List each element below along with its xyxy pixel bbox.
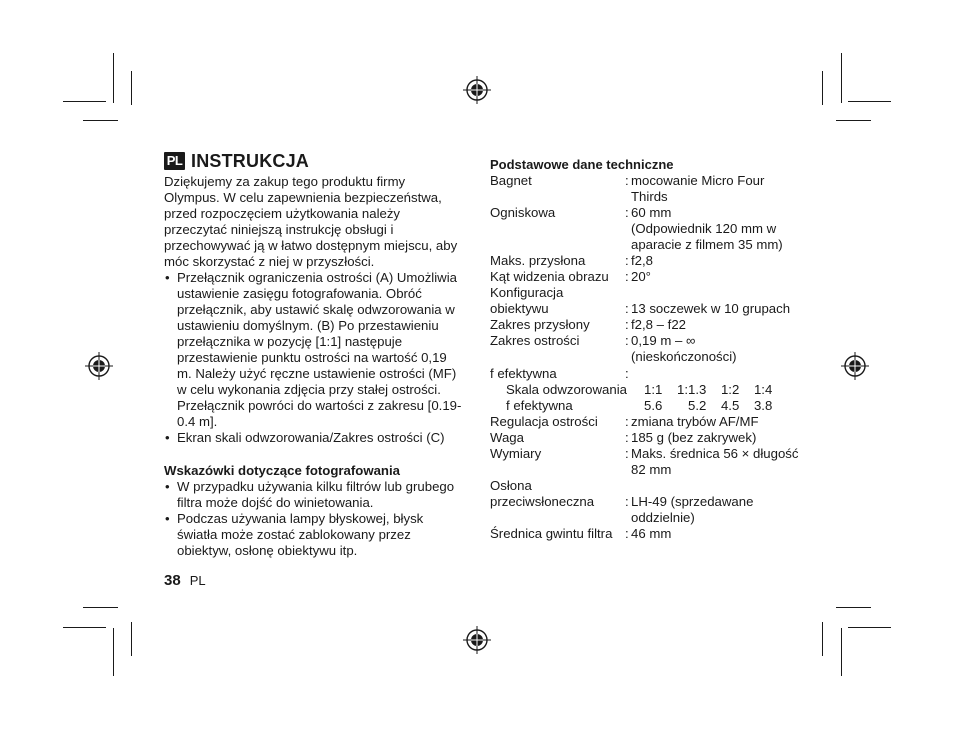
list-item: • Podczas używania lampy błyskowej, błysk światła może zostać zablokowany przez obiektyw, osłonę obiektywu itp. (164, 511, 464, 559)
page-footer (164, 572, 206, 589)
spec-value: zmiana trybów AF/MF (631, 413, 759, 429)
spec-row-regulacja (490, 414, 800, 430)
spec-label: przeciwsłoneczna (490, 493, 595, 509)
spec-row-kat (490, 269, 800, 285)
list-item: • W przypadku używania kilku filtrów lub grubego filtra może dojść do winietowania. (164, 479, 464, 511)
spec-row-waga (490, 430, 800, 446)
f-effective-row (490, 398, 800, 414)
language-badge: PL (164, 152, 185, 170)
scale-row (490, 382, 800, 398)
instructions-column (164, 150, 464, 559)
spec-label: Zakres przysłony (490, 317, 590, 332)
list-item: • Ekran skali odwzorowania/Zakres ostrości (C) (164, 430, 464, 446)
spec-value: f2,8 – f22 (631, 317, 686, 332)
page-number: 38 (164, 572, 181, 589)
spec-label: Bagnet (490, 173, 532, 188)
spec-colon: : (625, 301, 629, 316)
spec-colon: : (625, 333, 629, 348)
crop-mark (113, 53, 114, 103)
spec-row-gwint (490, 526, 800, 542)
spec-label: Waga (490, 429, 524, 445)
crop-mark (848, 627, 891, 628)
spec-row-wymiary (490, 446, 800, 478)
spec-row-zakres-przyslony (490, 317, 800, 333)
spec-label: Zakres ostrości (490, 333, 580, 348)
spec-row-oslona (490, 478, 800, 526)
spec-label: obiektywu (490, 301, 549, 316)
crop-mark (63, 627, 106, 628)
spec-row-f-efektywna (490, 366, 800, 414)
spec-value: 13 soczewek w 10 grupach (631, 301, 791, 316)
registration-mark-icon (85, 352, 113, 380)
spec-label: Wymiary (490, 445, 542, 461)
feature-list (164, 270, 464, 446)
crop-mark (836, 120, 871, 121)
spec-value: 20° (631, 269, 651, 284)
crop-mark (131, 71, 132, 105)
spec-value: 185 g (bez zakrywek) (631, 429, 757, 445)
tips-list (164, 479, 464, 559)
crop-mark (836, 607, 871, 608)
crop-mark (841, 53, 842, 103)
spec-label: Osłona (490, 477, 532, 493)
spec-value: mocowanie Micro Four Thirds (631, 173, 765, 204)
spec-colon: : (625, 429, 629, 445)
spec-row-przyslona (490, 253, 800, 269)
spec-colon: : (625, 493, 629, 509)
page-language: PL (189, 573, 206, 588)
crop-mark (131, 622, 132, 656)
scale-values: 1:1 1:1.3 1:2 1:4 (644, 381, 773, 397)
f-effective-values: 5.6 5.2 4.5 3.8 (644, 397, 773, 413)
spec-value: f2,8 (631, 253, 653, 268)
specs-heading: Podstawowe dane techniczne (490, 157, 674, 172)
crop-mark (822, 622, 823, 656)
spec-value: 0,19 m – ∞ (631, 333, 696, 348)
spec-colon: : (625, 525, 629, 541)
spec-value: Maks. średnica 56 × długość 82 mm (631, 445, 799, 477)
spec-label: Średnica gwintu filtra (490, 525, 613, 541)
spec-colon: : (625, 413, 629, 429)
spec-label: Ogniskowa (490, 205, 556, 220)
spec-colon: : (625, 205, 629, 220)
section-header (164, 150, 464, 172)
spec-value: 46 mm (631, 525, 672, 541)
spec-row-zakres-ostrosci (490, 333, 800, 365)
spec-label: Maks. przysłona (490, 253, 586, 268)
spec-sublabel: Skala odwzorowania (506, 381, 627, 397)
spec-colon: : (625, 269, 629, 284)
spec-row-bagnet (490, 173, 800, 205)
spec-label: Konfiguracja (490, 285, 564, 300)
crop-mark (848, 101, 891, 102)
spec-value: 60 mm (631, 205, 672, 220)
spec-colon: : (625, 317, 629, 332)
crop-mark (83, 607, 118, 608)
crop-mark (63, 101, 106, 102)
registration-mark-icon (463, 626, 491, 654)
spec-colon: : (625, 365, 629, 381)
spec-row-ogniskowa (490, 205, 800, 253)
spec-label: Regulacja ostrości (490, 413, 598, 429)
crop-mark (841, 628, 842, 676)
crop-mark (822, 71, 823, 105)
crop-mark (113, 628, 114, 676)
spec-label: Kąt widzenia obrazu (490, 269, 609, 284)
spec-note: (nieskończoności) (631, 349, 737, 364)
spec-row-konfiguracja (490, 285, 800, 317)
spec-note: (Odpowiednik 120 mm w aparacie z filmem 35 mm) (631, 221, 783, 252)
specifications-column (490, 157, 800, 542)
spec-colon: : (625, 445, 629, 461)
spec-colon: : (625, 253, 629, 268)
registration-mark-icon (841, 352, 869, 380)
spec-label: f efektywna (490, 365, 557, 381)
crop-mark (83, 120, 118, 121)
registration-mark-icon (463, 76, 491, 104)
spec-value: LH-49 (sprzedawane oddzielnie) (631, 493, 754, 525)
tips-heading: Wskazówki dotyczące fotografowania (164, 463, 400, 478)
intro-paragraph: Dziękujemy za zakup tego produktu firmy Olympus. W celu zapewnienia bezpieczeństwa, przed rozpoczęciem użytkowania należy przeczytać niniejszą instrukcję obsługi i przechowywać ją w łatwo dostępnym miejscu, aby móc skorzystać z niej w przyszłości. (164, 174, 458, 269)
spec-colon: : (625, 173, 629, 188)
list-item: • Przełącznik ograniczenia ostrości (A) Umożliwia ustawienie zasięgu fotografowania. Obróć przełącznik, aby ustawić skalę odwzorowania w ustawieniu domyślnym. (B) Po przestawieniu przełącznika w pozycję [1:1] następuje przestawienie punktu ostrości na wartość 0,19 m. Należy użyć ręczne ustawienie ostrości (MF) w celu wykonania zdjęcia przy stałej ostrości. Przełącznik powróci do wartości z zakresu [0.19-0.4 m]. (164, 270, 464, 430)
spec-sublabel: f efektywna (506, 397, 573, 413)
section-title: INSTRUKCJA (191, 151, 310, 171)
